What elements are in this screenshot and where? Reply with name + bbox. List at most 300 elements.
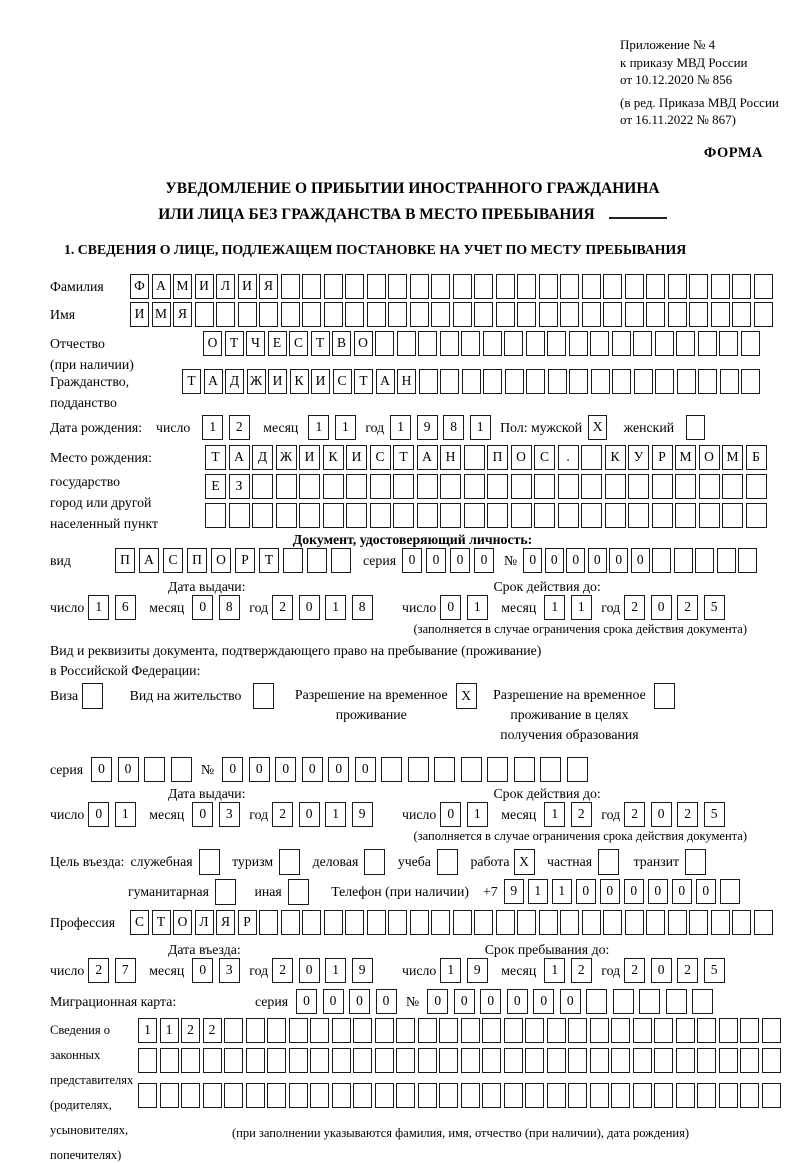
char-box[interactable]: [375, 1018, 394, 1043]
char-box[interactable]: [603, 302, 622, 327]
char-box[interactable]: [440, 369, 459, 394]
char-box[interactable]: [289, 1048, 308, 1073]
char-box[interactable]: [717, 548, 736, 573]
char-box[interactable]: [568, 1083, 587, 1108]
char-box[interactable]: Е: [205, 474, 226, 499]
char-box[interactable]: [666, 989, 687, 1014]
char-box[interactable]: [611, 1048, 630, 1073]
char-box[interactable]: 0: [624, 879, 644, 904]
char-box[interactable]: 0: [299, 958, 320, 983]
char-box[interactable]: [517, 910, 536, 935]
char-box[interactable]: 1: [308, 415, 329, 440]
char-box[interactable]: 0: [507, 989, 528, 1014]
char-box[interactable]: [410, 302, 429, 327]
char-box[interactable]: [511, 503, 532, 528]
char-box[interactable]: 9: [467, 958, 488, 983]
char-box[interactable]: 0: [651, 595, 672, 620]
char-box[interactable]: [676, 331, 695, 356]
char-box[interactable]: К: [605, 445, 626, 470]
char-box[interactable]: 2: [272, 802, 293, 827]
char-box[interactable]: [676, 1083, 695, 1108]
char-box[interactable]: [171, 757, 192, 782]
char-box[interactable]: [613, 989, 634, 1014]
char-box[interactable]: И: [346, 445, 367, 470]
char-box[interactable]: [224, 1018, 243, 1043]
char-box[interactable]: 5: [704, 958, 725, 983]
char-box[interactable]: И: [238, 274, 257, 299]
char-box[interactable]: [676, 1018, 695, 1043]
char-box[interactable]: [711, 302, 730, 327]
char-box[interactable]: П: [115, 548, 135, 573]
char-box[interactable]: [722, 503, 743, 528]
char-box[interactable]: [586, 989, 607, 1014]
char-box[interactable]: У: [628, 445, 649, 470]
char-box[interactable]: Н: [440, 445, 461, 470]
char-box[interactable]: [138, 1048, 157, 1073]
char-box[interactable]: [461, 1018, 480, 1043]
char-box[interactable]: 2: [677, 958, 698, 983]
char-box[interactable]: [353, 1048, 372, 1073]
char-box[interactable]: [195, 302, 214, 327]
char-box[interactable]: [496, 302, 515, 327]
char-box[interactable]: [581, 474, 602, 499]
char-box[interactable]: [464, 474, 485, 499]
char-box[interactable]: [548, 369, 567, 394]
char-box[interactable]: [526, 369, 545, 394]
char-box[interactable]: X: [514, 849, 535, 875]
char-box[interactable]: [633, 1018, 652, 1043]
char-box[interactable]: [740, 1083, 759, 1108]
char-box[interactable]: [655, 331, 674, 356]
char-box[interactable]: 0: [376, 989, 397, 1014]
char-box[interactable]: 0: [576, 879, 596, 904]
char-box[interactable]: [676, 1048, 695, 1073]
char-box[interactable]: [539, 910, 558, 935]
char-box[interactable]: Л: [216, 274, 235, 299]
char-box[interactable]: 9: [417, 415, 438, 440]
char-box[interactable]: [224, 1048, 243, 1073]
char-box[interactable]: 0: [355, 757, 376, 782]
char-box[interactable]: [711, 910, 730, 935]
char-box[interactable]: 0: [648, 879, 668, 904]
char-box[interactable]: [323, 503, 344, 528]
char-box[interactable]: [453, 910, 472, 935]
char-box[interactable]: [534, 503, 555, 528]
char-box[interactable]: 2: [677, 802, 698, 827]
char-box[interactable]: 0: [523, 548, 542, 573]
char-box[interactable]: [181, 1083, 200, 1108]
char-box[interactable]: 0: [560, 989, 581, 1014]
char-box[interactable]: [410, 274, 429, 299]
char-box[interactable]: [526, 331, 545, 356]
char-box[interactable]: И: [311, 369, 330, 394]
char-box[interactable]: [144, 757, 165, 782]
char-box[interactable]: [591, 369, 610, 394]
char-box[interactable]: [464, 503, 485, 528]
char-box[interactable]: М: [152, 302, 171, 327]
char-box[interactable]: [331, 548, 351, 573]
char-box[interactable]: 1: [571, 595, 592, 620]
char-box[interactable]: 2: [624, 595, 645, 620]
char-box[interactable]: [568, 1018, 587, 1043]
char-box[interactable]: Е: [268, 331, 287, 356]
char-box[interactable]: [558, 503, 579, 528]
char-box[interactable]: [367, 302, 386, 327]
char-box[interactable]: [474, 274, 493, 299]
char-box[interactable]: 0: [533, 989, 554, 1014]
char-box[interactable]: [216, 302, 235, 327]
char-box[interactable]: Р: [235, 548, 255, 573]
char-box[interactable]: [431, 302, 450, 327]
char-box[interactable]: [289, 1083, 308, 1108]
char-box[interactable]: 0: [672, 879, 692, 904]
char-box[interactable]: [612, 331, 631, 356]
char-box[interactable]: 1: [160, 1018, 179, 1043]
char-box[interactable]: С: [534, 445, 555, 470]
char-box[interactable]: [590, 1018, 609, 1043]
char-box[interactable]: [393, 474, 414, 499]
char-box[interactable]: [605, 474, 626, 499]
char-box[interactable]: [346, 474, 367, 499]
char-box[interactable]: 2: [181, 1018, 200, 1043]
char-box[interactable]: [740, 1048, 759, 1073]
char-box[interactable]: [722, 474, 743, 499]
char-box[interactable]: [732, 302, 751, 327]
char-box[interactable]: 1: [470, 415, 491, 440]
char-box[interactable]: [288, 879, 309, 905]
char-box[interactable]: [540, 757, 561, 782]
char-box[interactable]: [652, 503, 673, 528]
char-box[interactable]: [668, 274, 687, 299]
char-box[interactable]: 3: [219, 958, 240, 983]
char-box[interactable]: [393, 503, 414, 528]
char-box[interactable]: [302, 274, 321, 299]
char-box[interactable]: [628, 474, 649, 499]
char-box[interactable]: [487, 474, 508, 499]
char-box[interactable]: [324, 274, 343, 299]
char-box[interactable]: [440, 474, 461, 499]
char-box[interactable]: [205, 503, 226, 528]
char-box[interactable]: С: [289, 331, 308, 356]
char-box[interactable]: 0: [566, 548, 585, 573]
char-box[interactable]: [160, 1083, 179, 1108]
char-box[interactable]: [487, 757, 508, 782]
char-box[interactable]: [677, 369, 696, 394]
char-box[interactable]: [762, 1083, 781, 1108]
char-box[interactable]: 0: [302, 757, 323, 782]
char-box[interactable]: [299, 474, 320, 499]
char-box[interactable]: [439, 1048, 458, 1073]
char-box[interactable]: [353, 1018, 372, 1043]
char-box[interactable]: [482, 1048, 501, 1073]
char-box[interactable]: [203, 1083, 222, 1108]
char-box[interactable]: 0: [454, 989, 475, 1014]
char-box[interactable]: [646, 910, 665, 935]
char-box[interactable]: 2: [272, 958, 293, 983]
char-box[interactable]: Д: [225, 369, 244, 394]
char-box[interactable]: [654, 1083, 673, 1108]
char-box[interactable]: [539, 302, 558, 327]
char-box[interactable]: 1: [544, 802, 565, 827]
char-box[interactable]: Я: [173, 302, 192, 327]
char-box[interactable]: 0: [651, 802, 672, 827]
char-box[interactable]: С: [163, 548, 183, 573]
char-box[interactable]: [719, 331, 738, 356]
char-box[interactable]: [504, 331, 523, 356]
char-box[interactable]: 0: [299, 595, 320, 620]
char-box[interactable]: Р: [652, 445, 673, 470]
char-box[interactable]: [511, 474, 532, 499]
char-box[interactable]: [397, 331, 416, 356]
char-box[interactable]: [699, 503, 720, 528]
char-box[interactable]: Ф: [130, 274, 149, 299]
char-box[interactable]: С: [370, 445, 391, 470]
char-box[interactable]: [741, 331, 760, 356]
char-box[interactable]: 0: [426, 548, 446, 573]
char-box[interactable]: 2: [571, 958, 592, 983]
char-box[interactable]: [332, 1083, 351, 1108]
char-box[interactable]: [639, 989, 660, 1014]
char-box[interactable]: 0: [88, 802, 109, 827]
char-box[interactable]: 1: [544, 958, 565, 983]
char-box[interactable]: [281, 910, 300, 935]
char-box[interactable]: З: [229, 474, 250, 499]
char-box[interactable]: [418, 1083, 437, 1108]
char-box[interactable]: Я: [259, 274, 278, 299]
char-box[interactable]: [310, 1048, 329, 1073]
char-box[interactable]: 0: [450, 548, 470, 573]
char-box[interactable]: [590, 1048, 609, 1073]
char-box[interactable]: [324, 302, 343, 327]
char-box[interactable]: [246, 1018, 265, 1043]
char-box[interactable]: 9: [352, 802, 373, 827]
char-box[interactable]: [699, 474, 720, 499]
char-box[interactable]: [675, 474, 696, 499]
char-box[interactable]: 1: [544, 595, 565, 620]
char-box[interactable]: [558, 474, 579, 499]
char-box[interactable]: [487, 503, 508, 528]
char-box[interactable]: [598, 849, 619, 875]
char-box[interactable]: [547, 1048, 566, 1073]
char-box[interactable]: 0: [440, 595, 461, 620]
char-box[interactable]: К: [323, 445, 344, 470]
char-box[interactable]: 0: [696, 879, 716, 904]
char-box[interactable]: [719, 1048, 738, 1073]
char-box[interactable]: [634, 369, 653, 394]
char-box[interactable]: 0: [474, 548, 494, 573]
char-box[interactable]: [590, 1083, 609, 1108]
char-box[interactable]: [517, 274, 536, 299]
char-box[interactable]: 8: [352, 595, 373, 620]
char-box[interactable]: О: [173, 910, 192, 935]
char-box[interactable]: [299, 503, 320, 528]
char-box[interactable]: 0: [299, 802, 320, 827]
char-box[interactable]: [367, 274, 386, 299]
char-box[interactable]: [496, 274, 515, 299]
char-box[interactable]: [539, 274, 558, 299]
char-box[interactable]: [276, 474, 297, 499]
char-box[interactable]: [689, 274, 708, 299]
char-box[interactable]: [461, 757, 482, 782]
char-box[interactable]: [612, 369, 631, 394]
char-box[interactable]: [302, 910, 321, 935]
char-box[interactable]: [252, 474, 273, 499]
char-box[interactable]: [345, 302, 364, 327]
char-box[interactable]: М: [722, 445, 743, 470]
char-box[interactable]: [396, 1083, 415, 1108]
char-box[interactable]: [199, 849, 220, 875]
char-box[interactable]: [625, 274, 644, 299]
char-box[interactable]: [203, 1048, 222, 1073]
char-box[interactable]: [229, 503, 250, 528]
char-box[interactable]: [388, 302, 407, 327]
char-box[interactable]: П: [487, 445, 508, 470]
char-box[interactable]: О: [511, 445, 532, 470]
char-box[interactable]: К: [290, 369, 309, 394]
char-box[interactable]: [697, 1048, 716, 1073]
char-box[interactable]: [381, 757, 402, 782]
char-box[interactable]: 1: [335, 415, 356, 440]
char-box[interactable]: Ж: [247, 369, 266, 394]
char-box[interactable]: [697, 1018, 716, 1043]
char-box[interactable]: [655, 369, 674, 394]
char-box[interactable]: X: [456, 683, 477, 709]
char-box[interactable]: [310, 1018, 329, 1043]
char-box[interactable]: [567, 757, 588, 782]
char-box[interactable]: [332, 1018, 351, 1043]
char-box[interactable]: X: [588, 415, 607, 440]
char-box[interactable]: [689, 302, 708, 327]
char-box[interactable]: 9: [352, 958, 373, 983]
char-box[interactable]: [353, 1083, 372, 1108]
char-box[interactable]: 5: [704, 595, 725, 620]
char-box[interactable]: Р: [238, 910, 257, 935]
char-box[interactable]: 1: [325, 802, 346, 827]
char-box[interactable]: С: [130, 910, 149, 935]
char-box[interactable]: 0: [296, 989, 317, 1014]
char-box[interactable]: [474, 302, 493, 327]
char-box[interactable]: 0: [323, 989, 344, 1014]
char-box[interactable]: 1: [115, 802, 136, 827]
char-box[interactable]: [517, 302, 536, 327]
char-box[interactable]: П: [187, 548, 207, 573]
char-box[interactable]: 2: [624, 958, 645, 983]
char-box[interactable]: Д: [252, 445, 273, 470]
char-box[interactable]: Ж: [276, 445, 297, 470]
char-box[interactable]: [246, 1083, 265, 1108]
char-box[interactable]: 1: [467, 802, 488, 827]
char-box[interactable]: [560, 910, 579, 935]
char-box[interactable]: [418, 331, 437, 356]
char-box[interactable]: [646, 274, 665, 299]
char-box[interactable]: 0: [192, 958, 213, 983]
char-box[interactable]: 5: [704, 802, 725, 827]
char-box[interactable]: [675, 503, 696, 528]
char-box[interactable]: [281, 302, 300, 327]
char-box[interactable]: [388, 274, 407, 299]
char-box[interactable]: [461, 1083, 480, 1108]
char-box[interactable]: [692, 989, 713, 1014]
char-box[interactable]: [396, 1018, 415, 1043]
char-box[interactable]: 0: [192, 802, 213, 827]
char-box[interactable]: [267, 1083, 286, 1108]
char-box[interactable]: [581, 503, 602, 528]
char-box[interactable]: [82, 683, 103, 709]
char-box[interactable]: 0: [249, 757, 270, 782]
char-box[interactable]: [431, 274, 450, 299]
char-box[interactable]: [711, 274, 730, 299]
char-box[interactable]: А: [417, 445, 438, 470]
char-box[interactable]: [654, 1048, 673, 1073]
char-box[interactable]: 0: [440, 802, 461, 827]
char-box[interactable]: [431, 910, 450, 935]
char-box[interactable]: [569, 331, 588, 356]
char-box[interactable]: 0: [91, 757, 112, 782]
char-box[interactable]: 1: [202, 415, 223, 440]
char-box[interactable]: М: [675, 445, 696, 470]
char-box[interactable]: 6: [115, 595, 136, 620]
char-box[interactable]: 0: [600, 879, 620, 904]
char-box[interactable]: 2: [203, 1018, 222, 1043]
char-box[interactable]: [396, 1048, 415, 1073]
char-box[interactable]: [375, 331, 394, 356]
char-box[interactable]: 0: [118, 757, 139, 782]
char-box[interactable]: 9: [504, 879, 524, 904]
char-box[interactable]: [375, 1048, 394, 1073]
char-box[interactable]: [461, 331, 480, 356]
char-box[interactable]: [370, 474, 391, 499]
char-box[interactable]: 0: [631, 548, 650, 573]
char-box[interactable]: [762, 1018, 781, 1043]
char-box[interactable]: Т: [393, 445, 414, 470]
char-box[interactable]: [324, 910, 343, 935]
char-box[interactable]: 2: [677, 595, 698, 620]
char-box[interactable]: 1: [325, 958, 346, 983]
char-box[interactable]: 1: [528, 879, 548, 904]
char-box[interactable]: О: [211, 548, 231, 573]
char-box[interactable]: А: [204, 369, 223, 394]
char-box[interactable]: 1: [325, 595, 346, 620]
char-box[interactable]: [417, 474, 438, 499]
char-box[interactable]: [332, 1048, 351, 1073]
char-box[interactable]: [464, 445, 485, 470]
char-box[interactable]: Т: [354, 369, 373, 394]
char-box[interactable]: [698, 369, 717, 394]
char-box[interactable]: О: [699, 445, 720, 470]
char-box[interactable]: [689, 910, 708, 935]
char-box[interactable]: [695, 548, 714, 573]
char-box[interactable]: [482, 1018, 501, 1043]
char-box[interactable]: [560, 274, 579, 299]
char-box[interactable]: 2: [571, 802, 592, 827]
char-box[interactable]: [732, 910, 751, 935]
char-box[interactable]: .: [558, 445, 579, 470]
char-box[interactable]: [462, 369, 481, 394]
char-box[interactable]: И: [130, 302, 149, 327]
char-box[interactable]: Н: [397, 369, 416, 394]
char-box[interactable]: 1: [138, 1018, 157, 1043]
char-box[interactable]: 8: [443, 415, 464, 440]
char-box[interactable]: [504, 1083, 523, 1108]
char-box[interactable]: [582, 910, 601, 935]
char-box[interactable]: [514, 757, 535, 782]
char-box[interactable]: И: [268, 369, 287, 394]
char-box[interactable]: [603, 910, 622, 935]
char-box[interactable]: [483, 331, 502, 356]
char-box[interactable]: 0: [427, 989, 448, 1014]
char-box[interactable]: [267, 1048, 286, 1073]
char-box[interactable]: [685, 849, 706, 875]
